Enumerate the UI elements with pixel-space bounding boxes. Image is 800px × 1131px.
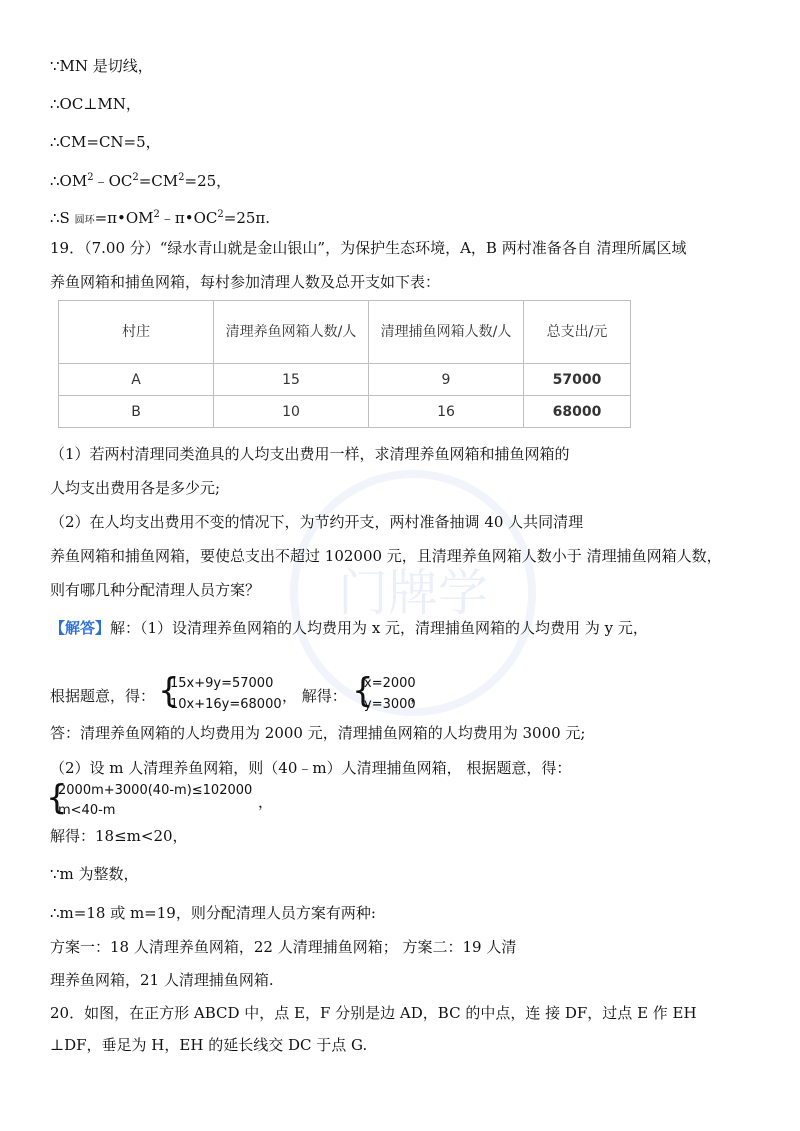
answer-line-1: 【解答】解：（1）设清理养鱼网箱的人均费用为 x 元，清理捕鱼网箱的人均费用 为 y 元， — [50, 619, 648, 637]
solve-label: ， 解得： — [282, 687, 347, 705]
question-19-part-1-line-1: （1）若两村清理同类渔具的人均支出费用一样，求清理养鱼网箱和捕鱼网箱的 — [50, 445, 570, 463]
answer-line-9: 理养鱼网箱，21 人清理捕鱼网箱. — [50, 971, 274, 989]
table-cell: 57000 — [524, 364, 631, 396]
question-19-part-2-line-1: （2）在人均支出费用不变的情况下，为节约开支，两村准备抽调 40 人共同清理 — [50, 513, 584, 531]
proof-line-2: ∴OC⊥MN， — [50, 95, 141, 113]
proof-line-5: ∴S 圆环$=\pi•OM^2﹣\pi•OC^2=25\pi$. — [50, 209, 271, 227]
answer-line-3: 答：清理养鱼网箱的人均费用为 2000 元，清理捕鱼网箱的人均费用为 3000 元; — [50, 724, 586, 742]
question-19-line-2: 养鱼网箱和捕鱼网箱，每村参加清理人数及总开支如下表： — [50, 273, 441, 291]
answer-mark: 【解答】 — [50, 619, 111, 637]
table-header: 清理养鱼网箱人数/人 — [214, 301, 369, 364]
answer-line-8: 方案一：18 人清理养鱼网箱，22 人清理捕鱼网箱； 方案二：19 人清 — [50, 938, 517, 956]
table-cell: 10 — [214, 396, 369, 428]
answer-line-5: 解得：18≤m<20， — [50, 827, 188, 845]
table-header: 村庄 — [59, 301, 214, 364]
question-19-part-2-line-3: 则有哪几种分配清理人员方案？ — [50, 581, 261, 599]
question-19-line-1: 19．（7.00 分）“绿水青山就是金山银山”，为保护生态环境，A，B 两村准备各自 清理所属区域 — [50, 239, 687, 257]
question-20-line-1: 20．如图，在正方形 ABCD 中，点 E，F 分别是边 AD，BC 的中点，连 接 DF，过点 E 作 EH — [50, 1004, 697, 1022]
table-cell: A — [59, 364, 214, 396]
question-19-part-1-line-2: 人均支出费用各是多少元; — [50, 479, 221, 497]
proof-line-1: ∵MN 是切线， — [50, 57, 153, 75]
table-cell: 9 — [369, 364, 524, 396]
answer-line-6: ∵m 为整数， — [50, 865, 139, 883]
table-row — [59, 364, 631, 396]
answer-line-2-label: 根据题意，得： — [50, 687, 156, 705]
question-19-part-2-line-2: 养鱼网箱和捕鱼网箱，要使总支出不超过 102000 元，且清理养鱼网箱人数小于 清理捕鱼网箱人数， — [50, 547, 722, 565]
table-cell: 15 — [214, 364, 369, 396]
table-header: 总支出/元 — [524, 301, 631, 364]
table-header-row — [59, 301, 631, 364]
solution-system: { x=2000 y=3000 — [352, 671, 416, 712]
proof-line-4: $\therefore OM^2﹣OC^2=CM^2=25$， — [50, 172, 232, 190]
question-20-line-2: ⊥DF，垂足为 H，EH 的延长线交 DC 于点 G. — [50, 1036, 368, 1054]
table-row — [59, 396, 631, 428]
table-cell: B — [59, 396, 214, 428]
answer-line-7: ∴m=18 或 m=19，则分配清理人员方案有两种: — [50, 904, 376, 922]
table-header: 清理捕鱼网箱人数/人 — [369, 301, 524, 364]
inequality-system: { 2000m+3000(40-m)≤102000 m<40-m — [46, 778, 253, 818]
equation-system: { 15x+9y=57000 10x+16y=68000 — [158, 671, 282, 712]
data-table — [58, 300, 631, 428]
proof-line-3: ∴CM=CN=5， — [50, 133, 161, 151]
solve-comma: ， — [410, 687, 426, 705]
watermark-logo: 门牌学 — [290, 470, 536, 716]
table-cell: 68000 — [524, 396, 631, 428]
table-cell: 16 — [369, 396, 524, 428]
answer-line-4: （2）设 m 人清理养鱼网箱，则（40﹣m）人清理捕鱼网箱， 根据题意，得： — [50, 759, 572, 777]
inequality-comma: ， — [258, 793, 274, 811]
